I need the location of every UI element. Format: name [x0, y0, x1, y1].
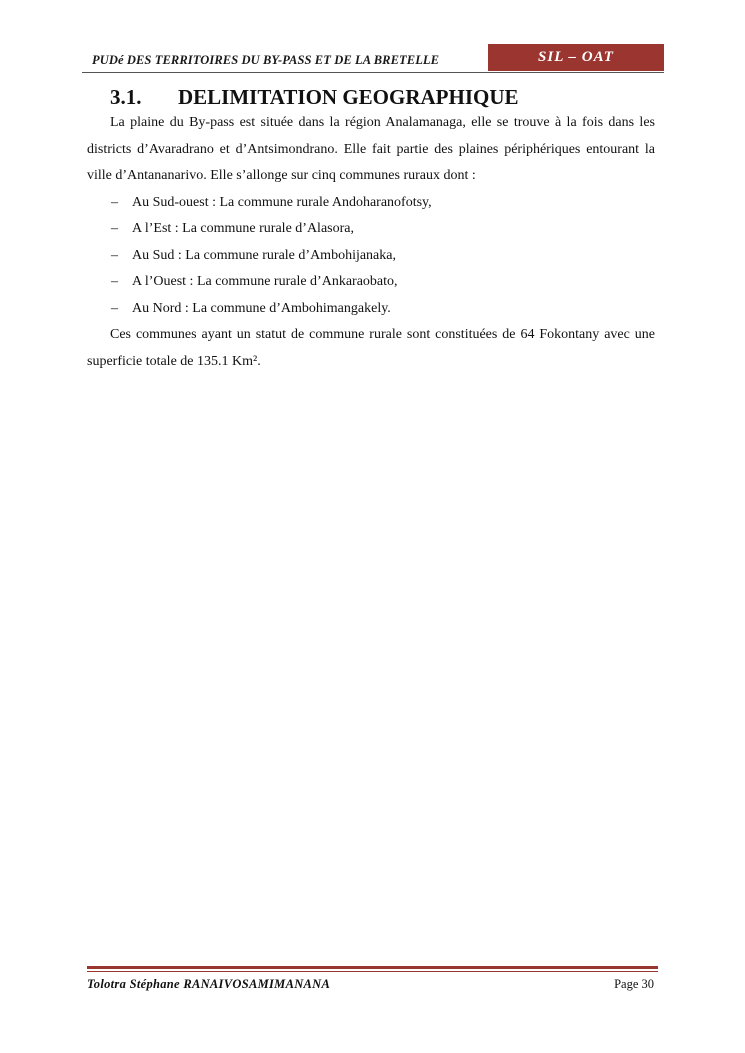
- list-item: [87, 269, 655, 296]
- page-header: [82, 44, 664, 73]
- page-footer: [87, 966, 658, 991]
- list-item-text: A l’Est : La commune rurale d’Alasora,: [132, 221, 354, 236]
- paragraph-summary: Ces communes ayant un statut de commune rurale sont constituées de 64 Fokontany avec une superficie totale de 135.1 Km².: [87, 327, 655, 369]
- list-item-text: A l’Ouest : La commune rurale d’Ankaraobato,: [132, 274, 398, 289]
- header-rule: [82, 72, 664, 73]
- list-bullet: –: [111, 194, 118, 210]
- list-bullet: –: [111, 274, 118, 289]
- document-body: [87, 84, 655, 375]
- list-item-text: Au Nord : La commune d’Ambohimangakely.: [132, 300, 391, 316]
- page-number: Page 30: [614, 977, 654, 991]
- list-item: [87, 216, 655, 243]
- list-item: [87, 190, 655, 217]
- header-badge: SIL – OAT: [488, 44, 664, 71]
- list-item: [87, 243, 655, 270]
- footer-rule-thin: [87, 971, 658, 972]
- section-number: 3.1.: [110, 85, 142, 109]
- section-heading: [87, 84, 655, 110]
- list-item-text: Au Sud-ouest : La commune rurale Andoharanofotsy,: [132, 194, 432, 210]
- section-title: DELIMITATION GEOGRAPHIQUE: [178, 85, 519, 109]
- paragraph-intro: La plaine du By-pass est située dans la région Analamanaga, elle se trouve à la fois dans les districts d’Avaradrano et d’Antsimondrano. Elle fait partie des plaines périphériques entourant la ville d’Antananarivo. Elle s’allonge sur cinq communes ruraux dont :: [87, 115, 655, 183]
- footer-author: Tolotra Stéphane RANAIVOSAMIMANANA: [87, 977, 331, 991]
- list-bullet: –: [111, 247, 118, 263]
- header-title: PUDé DES TERRITOIRES DU BY-PASS ET DE LA BRETELLE: [92, 53, 440, 67]
- communes-list: [87, 190, 655, 323]
- list-bullet: –: [111, 221, 118, 236]
- list-bullet: –: [111, 300, 118, 316]
- list-item-text: Au Sud : La commune rurale d’Ambohijanaka,: [132, 247, 396, 263]
- footer-rule-thick: [87, 966, 658, 969]
- list-item: [87, 296, 655, 323]
